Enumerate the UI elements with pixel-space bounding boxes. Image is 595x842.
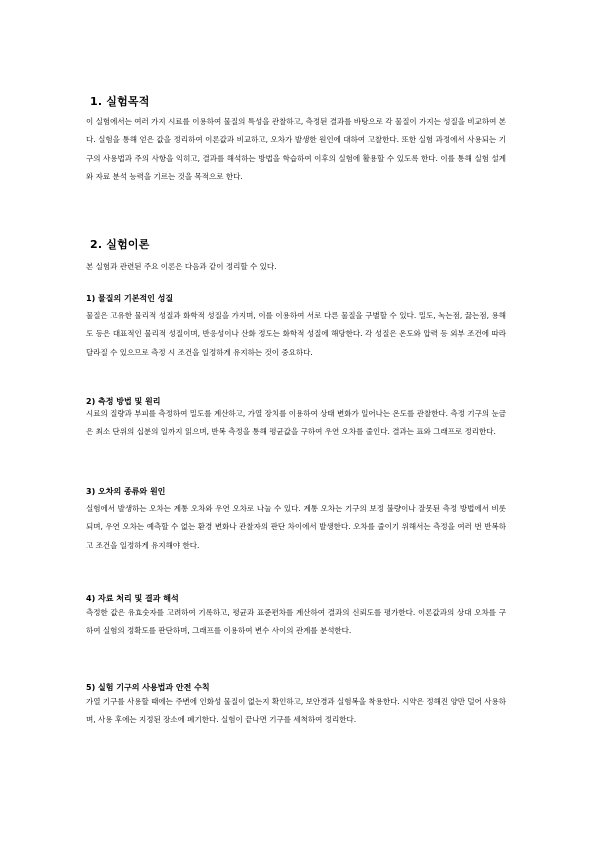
subsection-text-3: 실험에서 발생하는 오차는 계통 오차와 우연 오차로 나눌 수 있다. 계통 오차는 기구의 보정 불량이나 잘못된 측정 방법에서 비롯되며, 우연 오차는 예측할 수 없는 환경 변화나 관찰자의 판단 차이에서 발생한다. 오차를 줄이기 위해서는 측정을 여러 번 반복하고 조건을 일정하게 유지해야 한다.	[86, 504, 506, 550]
subsection-paragraph-3	[86, 500, 506, 574]
subsection-heading-3: 3) 오차의 종류와 원인	[86, 487, 166, 496]
subsection-text-5: 가열 기구를 사용할 때에는 주변에 인화성 물질이 없는지 확인하고, 보안경과 실험복을 착용한다. 시약은 정해진 양만 덜어 사용하며, 사용 후에는 지정된 장소에 폐기한다. 실험이 끝나면 기구를 세척하여 정리한다.	[86, 697, 506, 725]
subsection-heading-1: 1) 물질의 기본적인 성질	[86, 294, 174, 303]
theory-intro: 본 실험과 관련된 주요 이론은 다음과 같이 정리할 수 있다.	[86, 262, 277, 271]
purpose-text: 이 실험에서는 여러 가지 시료를 이용하여 물질의 특성을 관찰하고, 측정된 결과를 바탕으로 각 물질이 가지는 성질을 비교하여 본다. 실험을 통해 얻은 값을 정리하여 이론값과 비교하고, 오차가 발생한 원인에 대하여 고찰한다. 또한 실험 과정에서 사용되는 기구의 사용법과 주의 사항을 익히고, 결과를 해석하는 방법을 학습하여 이후의 실험에 활용할 수 있도록 한다. 이를 통해 실험 설계와 자료 분석 능력을 기르는 것을 목적으로 한다.	[86, 117, 506, 182]
subsection-heading-5: 5) 실험 기구의 사용법과 안전 수칙	[86, 683, 210, 692]
section-title-purpose: 1. 실험목적	[90, 95, 150, 108]
subsection-text-4: 측정한 값은 유효숫자를 고려하여 기록하고, 평균과 표준편차를 계산하여 결과의 신뢰도를 평가한다. 이론값과의 상대 오차를 구하여 실험의 정확도를 판단하며, 그래프를 이용하여 변수 사이의 관계를 분석한다.	[86, 608, 506, 636]
section-title-theory: 2. 실험이론	[90, 238, 150, 251]
subsection-text-1: 물질은 고유한 물리적 성질과 화학적 성질을 가지며, 이를 이용하여 서로 다른 물질을 구별할 수 있다. 밀도, 녹는점, 끓는점, 용해도 등은 대표적인 물리적 성질이며, 반응성이나 산화 정도는 화학적 성질에 해당한다. 각 성질은 온도와 압력 등 외부 조건에 따라 달라질 수 있으므로 측정 시 조건을 일정하게 유지하는 것이 중요하다.	[86, 311, 506, 357]
subsection-text-2: 시료의 질량과 부피를 측정하여 밀도를 계산하고, 가열 장치를 이용하여 상태 변화가 일어나는 온도를 관찰한다. 측정 기구의 눈금은 최소 단위의 십분의 일까지 읽으며, 반복 측정을 통해 평균값을 구하여 우연 오차를 줄인다. 결과는 표와 그래프로 정리한다.	[86, 409, 506, 437]
subsection-heading-4: 4) 자료 처리 및 결과 해석	[86, 594, 179, 603]
subsection-heading-2: 2) 측정 방법 및 원리	[86, 397, 161, 406]
subsection-paragraph-2	[86, 405, 506, 463]
subsection-paragraph-4	[86, 604, 506, 660]
purpose-paragraph	[86, 113, 506, 223]
subsection-paragraph-1	[86, 307, 506, 381]
subsection-paragraph-5	[86, 693, 506, 749]
